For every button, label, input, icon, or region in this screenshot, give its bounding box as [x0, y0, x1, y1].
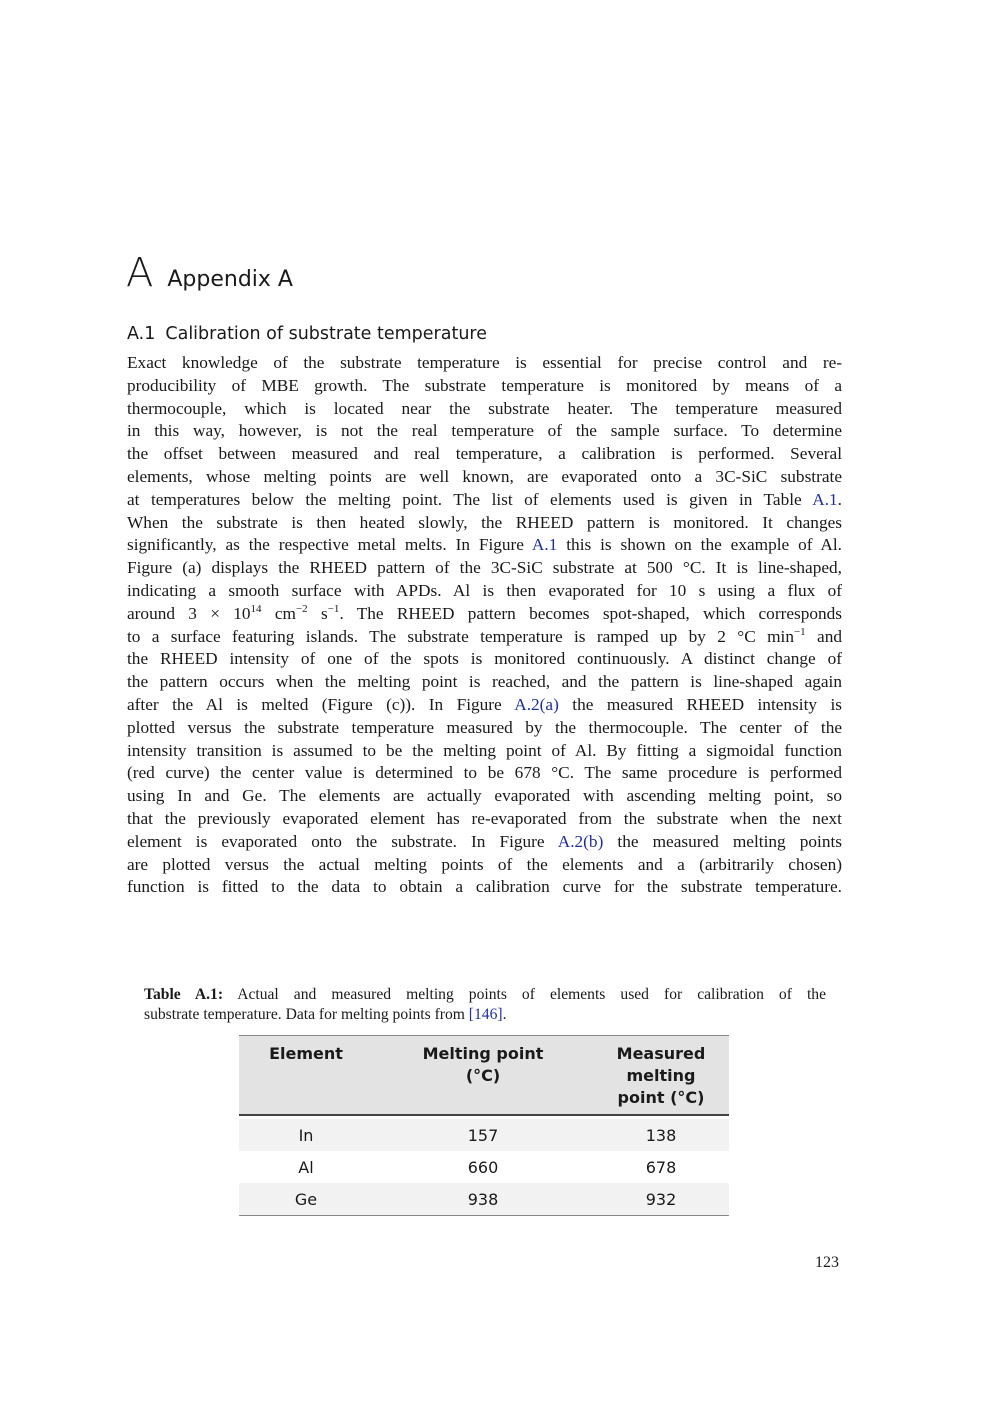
- text-line: intensity transition is assumed to be the melting point of Al. By fitting a sigmoidal function: [127, 740, 842, 760]
- text-line: are plotted versus the actual melting points of the elements and a (arbitrarily chosen): [127, 854, 842, 874]
- chapter-title: Appendix A: [167, 267, 293, 292]
- text-line: thermocouple, which is located near the substrate heater. The temperature measured: [127, 398, 842, 418]
- text-line: (red curve) the center value is determined to be 678 °C. The same procedure is performed: [127, 763, 842, 783]
- body-paragraph: [127, 352, 842, 899]
- table-ref-link[interactable]: A.1: [812, 489, 838, 509]
- text-line: producibility of MBE growth. The substrate temperature is monitored by means of a: [127, 375, 842, 395]
- table-cell: 157: [373, 1119, 593, 1151]
- table-cell: 660: [373, 1151, 593, 1183]
- caption-label: Table A.1:: [144, 986, 224, 1003]
- text-line: When the substrate is then heated slowly, the RHEED pattern is monitored. It changes: [127, 512, 842, 532]
- column-header: Element: [239, 1036, 373, 1116]
- chapter-letter: A: [126, 250, 154, 296]
- text-line: elements, whose melting points are well known, are evaporated onto a 3C-SiC substrate: [127, 466, 842, 486]
- text-line: to a surface featuring islands. The substrate temperature is ramped up by 2 °C $\min^{-1}$ and: [127, 625, 842, 646]
- section-title: Calibration of substrate temperature: [165, 324, 487, 344]
- text-line: significantly, as the respective metal melts. In Figure A.1 this is shown on the example of Al.: [127, 535, 843, 555]
- text-line: the RHEED intensity of one of the spots is monitored continuously. A distinct change of: [127, 649, 842, 669]
- text-line: around $3 \times 10^{14}$ $cm^{-2}$ $s^{-1}$. The RHEED pattern becomes spot-shaped, which corresponds: [127, 602, 843, 623]
- text-line: that the previously evaporated element has re-evaporated from the substrate when the next: [127, 808, 842, 828]
- text-line: element is evaporated onto the substrate. In Figure A.2(b) the measured melting points: [127, 831, 842, 851]
- table-caption: Table A.1: Actual and measured melting points of elements used for calibration of the substrate temperature. Data for melting points from [146].: [144, 986, 826, 1023]
- text-line: function is fitted to the data to obtain a calibration curve for the substrate temperature.: [127, 877, 842, 897]
- chapter-heading: [126, 250, 293, 296]
- text-line: plotted versus the substrate temperature measured by the thermocouple. The center of the: [127, 717, 842, 737]
- table-cell: In: [239, 1119, 373, 1151]
- figure-ref-link[interactable]: A.1: [531, 535, 558, 555]
- text-line: at temperatures below the melting point. The list of elements used is given in Table A.1.: [127, 489, 842, 509]
- text-line: Figure (a) displays the RHEED pattern of the 3C-SiC substrate at 500 °C. It is line-shaped,: [127, 558, 842, 578]
- table-cell: 138: [593, 1119, 729, 1151]
- column-header: Measured melting point (°C): [593, 1036, 729, 1116]
- text-line: Exact knowledge of the substrate temperature is essential for precise control and re-: [127, 353, 842, 372]
- table-cell: 932: [593, 1183, 729, 1216]
- figure-ref-link[interactable]: A.2(a): [514, 694, 559, 714]
- page-number: 123: [815, 1254, 839, 1271]
- table-row: [239, 1119, 729, 1151]
- melting-points-table: [239, 1035, 729, 1216]
- column-header: Melting point (°C): [373, 1036, 593, 1116]
- text-line: after the Al is melted (Figure (c)). In Figure A.2(a) the measured RHEED intensity is: [127, 694, 842, 714]
- table-row: [239, 1151, 729, 1183]
- section-heading: [127, 324, 487, 344]
- table-row: [239, 1183, 729, 1216]
- table-cell: 678: [593, 1151, 729, 1183]
- table-cell: Al: [239, 1151, 373, 1183]
- text-line: indicating a smooth surface with APDs. Al is then evaporated for 10 s using a flux of: [127, 580, 842, 600]
- text-line: the offset between measured and real temperature, a calibration is performed. Several: [127, 444, 842, 464]
- table-cell: Ge: [239, 1183, 373, 1216]
- section-number: A.1: [127, 324, 156, 344]
- text-line: using In and Ge. The elements are actually evaporated with ascending melting point, so: [127, 786, 842, 806]
- table-cell: 938: [373, 1183, 593, 1216]
- text-line: in this way, however, is not the real temperature of the sample surface. To determine: [127, 421, 842, 441]
- text-line: the pattern occurs when the melting point is reached, and the pattern is line-shaped again: [127, 672, 842, 692]
- citation-link[interactable]: [146]: [468, 1006, 503, 1023]
- figure-ref-link[interactable]: A.2(b): [557, 831, 604, 851]
